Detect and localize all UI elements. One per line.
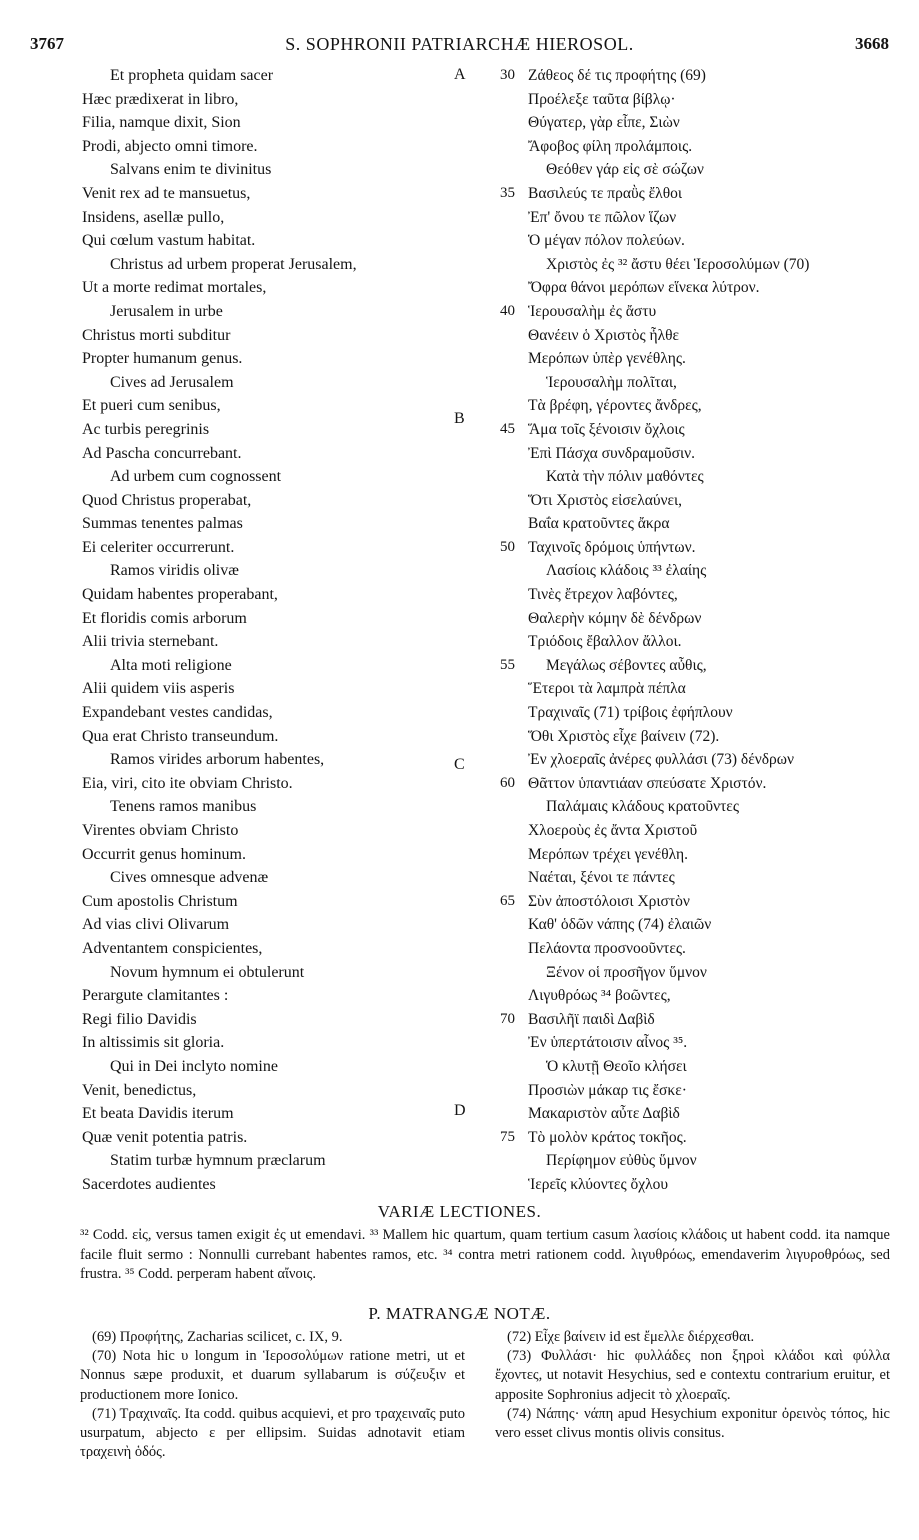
greek-verse-text: Ὅτι Χριστὸς εἰσελαύνει, bbox=[528, 491, 683, 509]
greek-verse-text: Τὸ μολὸν κράτος τοκῆος. bbox=[528, 1128, 687, 1146]
greek-verse-text: Ὄφρα θάνοι μερόπων εἵνεκα λύτρον. bbox=[528, 279, 760, 297]
latin-verse: Sacerdotes audientes bbox=[82, 1175, 216, 1193]
greek-verse bbox=[500, 559, 900, 583]
greek-verse bbox=[500, 88, 900, 112]
latin-verse: Salvans enim te divinitus bbox=[110, 161, 272, 179]
greek-verse bbox=[500, 748, 900, 772]
latin-verse: Ramos virides arborum habentes, bbox=[110, 751, 325, 769]
verse-line-number: 55 bbox=[500, 656, 515, 673]
latin-verse: Alta moti religione bbox=[110, 656, 232, 674]
greek-verse-text: Βασιλῆϊ παιδὶ Δαβὶδ bbox=[528, 1010, 655, 1028]
note-73: (73) Φυλλάσι· hic φυλλάδες non ξηροὶ κλάδοι καὶ φύλλα ἔχοντες, ut notavit Hesychius, sed e contextu contrarium eruitur, et apposite Sophronius adjecit τὸ χλοεραῖς. bbox=[495, 1348, 890, 1403]
latin-verse: Eia, viri, cito ite obviam Christo. bbox=[82, 774, 293, 792]
greek-verse bbox=[500, 418, 900, 442]
latin-verse: Propter humanum genus. bbox=[82, 350, 243, 368]
greek-verse-text: Ἅμα τοῖς ξένοισιν ὄχλοις bbox=[528, 420, 685, 438]
greek-verse bbox=[500, 701, 900, 725]
greek-verse-text: Θαλερὴν κόμην δὲ δένδρων bbox=[528, 609, 702, 627]
greek-verse-text: Παλάμαις κλάδους κρατοῦντες bbox=[546, 798, 739, 816]
greek-verse bbox=[500, 961, 900, 985]
greek-verse bbox=[500, 1102, 900, 1126]
greek-verse-text: Τὰ βρέφη, γέροντες ἄνδρες, bbox=[528, 397, 702, 415]
latin-verse: Ei celeriter occurrerunt. bbox=[82, 538, 235, 556]
page-header bbox=[30, 34, 889, 56]
greek-verse bbox=[500, 489, 900, 513]
latin-verse: Perargute clamitantes : bbox=[82, 987, 229, 1005]
greek-verse bbox=[500, 158, 900, 182]
greek-verse-text: Ἕτεροι τὰ λαμπρὰ πέπλα bbox=[528, 680, 686, 698]
greek-verse bbox=[500, 795, 900, 819]
latin-verse: Ad vias clivi Olivarum bbox=[82, 916, 230, 934]
greek-verse bbox=[500, 583, 900, 607]
greek-verse-text: Θεόθεν γάρ εἰς σὲ σώζων bbox=[546, 161, 704, 179]
greek-verse-text: Ἱερουσαλὴμ ἐς ἄστυ bbox=[528, 302, 657, 320]
greek-verse-text: Τριόδοις ἔβαλλον ἄλλοι. bbox=[528, 633, 682, 651]
latin-verse: Alii quidem viis asperis bbox=[82, 680, 235, 698]
latin-verse: Christus ad urbem properat Jerusalem, bbox=[110, 255, 357, 273]
greek-verse-text: Λιγυθρόως ³⁴ βοῶντες, bbox=[528, 987, 671, 1005]
greek-verse bbox=[500, 229, 900, 253]
verse-line-number: 30 bbox=[500, 67, 515, 83]
latin-verse: Novum hymnum ei obtulerunt bbox=[110, 963, 305, 981]
greek-verse bbox=[500, 512, 900, 536]
latin-verse: Ut a morte redimat mortales, bbox=[82, 279, 267, 297]
greek-verse-text: Τραχιναῖς (71) τρίβοις ἐφήπλουν bbox=[528, 704, 733, 722]
greek-verse-text: Χριστὸς ἐς ³² ἄστυ θέει Ἱεροσολύμων (70) bbox=[546, 255, 810, 273]
latin-verse: Qua erat Christo transeundum. bbox=[82, 727, 279, 745]
greek-verse-text: Μερόπων ὑπὲρ γενέθλης. bbox=[528, 350, 686, 368]
latin-verse: Filia, namque dixit, Sion bbox=[82, 114, 241, 132]
latin-verse: Alii trivia sternebant. bbox=[82, 633, 219, 651]
greek-verse bbox=[500, 347, 900, 371]
latin-verse: Quidam habentes properabant, bbox=[82, 586, 278, 604]
greek-verse-text: Σὺν ἀποστόλοισι Χριστὸν bbox=[528, 892, 690, 910]
greek-verse bbox=[500, 866, 900, 890]
latin-verse: Venit, benedictus, bbox=[82, 1081, 197, 1099]
verse-line-number: 40 bbox=[500, 302, 515, 319]
verse-line-number: 75 bbox=[500, 1128, 515, 1145]
greek-verse-text: Ἐν χλοεραῖς ἀνέρες φυλλάσι (73) δένδρων bbox=[528, 751, 795, 769]
latin-verse: Cives omnesque advenæ bbox=[110, 869, 269, 887]
greek-verse bbox=[500, 843, 900, 867]
greek-verse bbox=[500, 182, 900, 206]
latin-verse: Tenens ramos manibus bbox=[110, 798, 257, 816]
greek-verse-text: Λασίοις κλάδοις ³³ ἐλαίης bbox=[546, 562, 707, 580]
note-69: (69) Προφήτης, Zacharias scilicet, c. IX, 9. bbox=[92, 1329, 343, 1345]
latin-verse: Jerusalem in urbe bbox=[110, 302, 223, 320]
greek-verse-text: Προσιὼν μάκαρ τις ἔσκε· bbox=[528, 1081, 687, 1099]
note-71: (71) Τραχιναῖς. Ita codd. quibus acquievi, et pro τραχειναῖς puto usurpatum, abjecto ε per ellipsim. Suidas adnotavit etiam τραχεινὴ ὁδός. bbox=[80, 1405, 465, 1461]
latin-verse: Statim turbæ hymnum præclarum bbox=[110, 1152, 326, 1170]
latin-verse: Adventantem conspicientes, bbox=[82, 939, 263, 957]
greek-verse-text: Ἄφοβος φίλη προλάμποις. bbox=[528, 137, 693, 155]
greek-verse bbox=[500, 1055, 900, 1079]
latin-verse: Et beata Davidis iterum bbox=[82, 1105, 234, 1123]
greek-verse bbox=[500, 630, 900, 654]
verse-line-number: 70 bbox=[500, 1010, 515, 1027]
latin-verse: Ramos viridis olivæ bbox=[110, 562, 239, 580]
greek-verse bbox=[500, 984, 900, 1008]
greek-verse bbox=[500, 442, 900, 466]
notes-left-column bbox=[80, 1328, 465, 1462]
latin-translation-column bbox=[82, 64, 462, 1197]
latin-verse: Et propheta quidam sacer bbox=[110, 67, 274, 84]
greek-verse-text: Βαΐα κρατοῦντες ἄκρα bbox=[528, 515, 670, 533]
latin-verse: Prodi, abjecto omni timore. bbox=[82, 137, 258, 155]
latin-verse: Cum apostolis Christum bbox=[82, 892, 238, 910]
latin-verse: Christus morti subditur bbox=[82, 326, 231, 344]
greek-verse bbox=[500, 536, 900, 560]
greek-verse-text: Ἱερουσαλὴμ πολῖται, bbox=[546, 373, 677, 391]
notes-right-column bbox=[495, 1328, 890, 1443]
greek-verse-text: Ὁ κλυτῇ Θεοῖο κλήσει bbox=[546, 1057, 687, 1075]
latin-verse: Et floridis comis arborum bbox=[82, 609, 247, 627]
notae-heading: P. MATRANGÆ NOTÆ. bbox=[368, 1304, 551, 1323]
greek-verse bbox=[500, 253, 900, 277]
greek-verse-text: Τινὲς ἔτρεχον λαβόντες, bbox=[528, 586, 678, 604]
margin-marker-d: D bbox=[454, 1102, 466, 1119]
greek-verse-text: Ὅθι Χριστὸς εἶχε βαίνειν (72). bbox=[528, 727, 720, 745]
greek-verse-text: Περίφημον εὐθὺς ὕμνον bbox=[546, 1152, 697, 1170]
greek-verse-text: Προέλεξε ταῦτα βίβλῳ· bbox=[528, 90, 676, 108]
greek-verse-text: Θανέειν ὁ Χριστὸς ἦλθε bbox=[528, 326, 680, 344]
greek-verse-text: Πελάοντα προσνοοῦντες. bbox=[528, 939, 686, 957]
latin-verse: Virentes obviam Christo bbox=[82, 822, 239, 839]
greek-verse bbox=[500, 300, 900, 324]
verse-line-number: 50 bbox=[500, 538, 515, 555]
greek-verse bbox=[500, 324, 900, 348]
note-74: (74) Νάπης· νάπη apud Hesychium exponitur ὀρεινὸς τόπος, hic vero esset clivus montis olivis consitus. bbox=[495, 1405, 890, 1442]
greek-verse-text: Ἐν ὑπερτάτοισιν αἶνος ³⁵. bbox=[528, 1034, 688, 1052]
greek-verse bbox=[500, 725, 900, 749]
greek-verse bbox=[500, 135, 900, 159]
greek-verse bbox=[500, 1126, 900, 1150]
greek-verse-text: Ξένον οἱ προσῆγον ὕμνον bbox=[546, 963, 707, 981]
greek-verse-text: Θύγατερ, γὰρ εἶπε, Σιὼν bbox=[528, 114, 680, 132]
greek-verse-text: Ὁ μέγαν πόλον πολεύων. bbox=[528, 232, 685, 250]
variae-lectiones-body bbox=[80, 1226, 890, 1285]
latin-verse: Ad Pascha concurrebant. bbox=[82, 444, 242, 462]
greek-verse-text: Ἱερεῖς κλύοντες ὄχλου bbox=[528, 1175, 669, 1193]
margin-marker-b: B bbox=[454, 410, 465, 427]
latin-verse: Quæ venit potentia patris. bbox=[82, 1128, 248, 1146]
greek-verse bbox=[500, 1149, 900, 1173]
greek-verse bbox=[500, 206, 900, 230]
greek-verse-text: Ἐπὶ Πάσχα συνδραμοῦσιν. bbox=[528, 444, 696, 462]
latin-verse: Hæc prædixerat in libro, bbox=[82, 90, 239, 108]
latin-verse: Insidens, asellæ pullo, bbox=[82, 208, 225, 226]
greek-verse bbox=[500, 276, 900, 300]
verse-line-number: 45 bbox=[500, 420, 515, 437]
latin-verse: Qui cœlum vastum habitat. bbox=[82, 232, 256, 250]
greek-verse bbox=[500, 890, 900, 914]
greek-verse bbox=[500, 394, 900, 418]
greek-verse-text: Ταχινοῖς δρόμοις ὑπήντων. bbox=[528, 538, 696, 556]
latin-verse: Qui in Dei inclyto nomine bbox=[110, 1057, 278, 1075]
greek-verse-text: Βασιλεύς τε πραῢς ἔλθοι bbox=[528, 184, 683, 202]
greek-verse-text: Θᾶττον ὑπαντιάαν σπεύσατε Χριστόν. bbox=[528, 774, 767, 792]
greek-verse-text: Ζάθεος δέ τις προφήτης (69) bbox=[528, 67, 706, 84]
greek-verse bbox=[500, 937, 900, 961]
note-72: (72) Εἶχε βαίνειν id est ἔμελλε διέρχεσθαι. bbox=[507, 1329, 755, 1345]
latin-verse: Venit rex ad te mansuetus, bbox=[82, 184, 251, 202]
greek-verse bbox=[500, 1031, 900, 1055]
latin-verse: Ac turbis peregrinis bbox=[82, 420, 210, 438]
greek-verse bbox=[500, 371, 900, 395]
greek-verse-text: Ναέται, ξένοι τε πάντες bbox=[528, 869, 675, 887]
greek-verse-text: Μακαριστὸν αὖτε Δαβὶδ bbox=[528, 1105, 680, 1123]
latin-verse: Summas tenentes palmas bbox=[82, 515, 243, 533]
greek-verse bbox=[500, 111, 900, 135]
greek-verse-text: Κατὰ τὴν πόλιν μαθόντες bbox=[546, 468, 704, 486]
greek-verse-text: Μερόπων τρέχει γενέθλη. bbox=[528, 845, 688, 863]
variae-lectiones-text: ³² Codd. εἰς, versus tamen exigit ἐς ut emendavi. ³³ Mallem hic quartum, quam tertium casum λασίοις κλάδοις ut habent codd. ita namque facile fluit sermo : Nonnulli currebant habentes ramos, etc. ³⁴ contra metri rationem codd. λιγυθρόως, emendaverim λιγυροθρόως, sed frustra. ³⁵ Codd. perperam habent αἴνοις. bbox=[80, 1227, 890, 1282]
latin-verse: Ad urbem cum cognossent bbox=[110, 468, 282, 486]
greek-text-column bbox=[500, 64, 900, 1197]
greek-verse-text: Χλοεροὺς ἐς ἄντα Χριστοῦ bbox=[528, 822, 698, 839]
verse-line-number: 35 bbox=[500, 184, 515, 201]
left-column-number: 3767 bbox=[30, 34, 64, 53]
verse-line-number: 65 bbox=[500, 892, 515, 909]
latin-verse: Cives ad Jerusalem bbox=[110, 373, 234, 391]
running-title: S. SOPHRONII PATRIARCHÆ HIEROSOL. bbox=[285, 34, 634, 54]
greek-verse bbox=[500, 1173, 900, 1197]
greek-verse-text: Ἐπ' ὄνου τε πῶλον ἵζων bbox=[528, 208, 677, 226]
greek-verse bbox=[500, 607, 900, 631]
greek-verse bbox=[500, 772, 900, 796]
greek-verse bbox=[500, 465, 900, 489]
latin-verse: Et pueri cum senibus, bbox=[82, 397, 221, 415]
greek-verse-text: Μεγάλως σέβοντες αὖθις, bbox=[546, 656, 707, 674]
greek-verse bbox=[500, 819, 900, 843]
greek-verse bbox=[500, 1008, 900, 1032]
variae-lectiones-heading: VARIÆ LECTIONES. bbox=[377, 1202, 542, 1221]
greek-verse-text: Καθ' ὁδῶν νάπης (74) ἐλαιῶν bbox=[528, 916, 712, 934]
margin-marker-c: C bbox=[454, 756, 465, 773]
latin-verse: In altissimis sit gloria. bbox=[82, 1034, 225, 1052]
greek-verse bbox=[500, 913, 900, 937]
latin-verse: Occurrit genus hominum. bbox=[82, 845, 246, 863]
greek-verse bbox=[500, 654, 900, 678]
verse-line-number: 60 bbox=[500, 774, 515, 791]
greek-verse bbox=[500, 1079, 900, 1103]
greek-verse bbox=[500, 677, 900, 701]
latin-verse: Quod Christus properabat, bbox=[82, 491, 252, 509]
note-70: (70) Nota hic υ longum in Ἱεροσολύμων ratione metri, ut et Nonnus sæpe produxit, et duarum syllabarum is σύζευξιν et productionem more Ionico. bbox=[80, 1348, 465, 1403]
latin-verse: Expandebant vestes candidas, bbox=[82, 704, 273, 722]
greek-verse bbox=[500, 64, 900, 88]
latin-verse: Regi filio Davidis bbox=[82, 1010, 197, 1028]
margin-marker-a: A bbox=[454, 66, 466, 83]
right-column-number: 3668 bbox=[855, 34, 889, 53]
